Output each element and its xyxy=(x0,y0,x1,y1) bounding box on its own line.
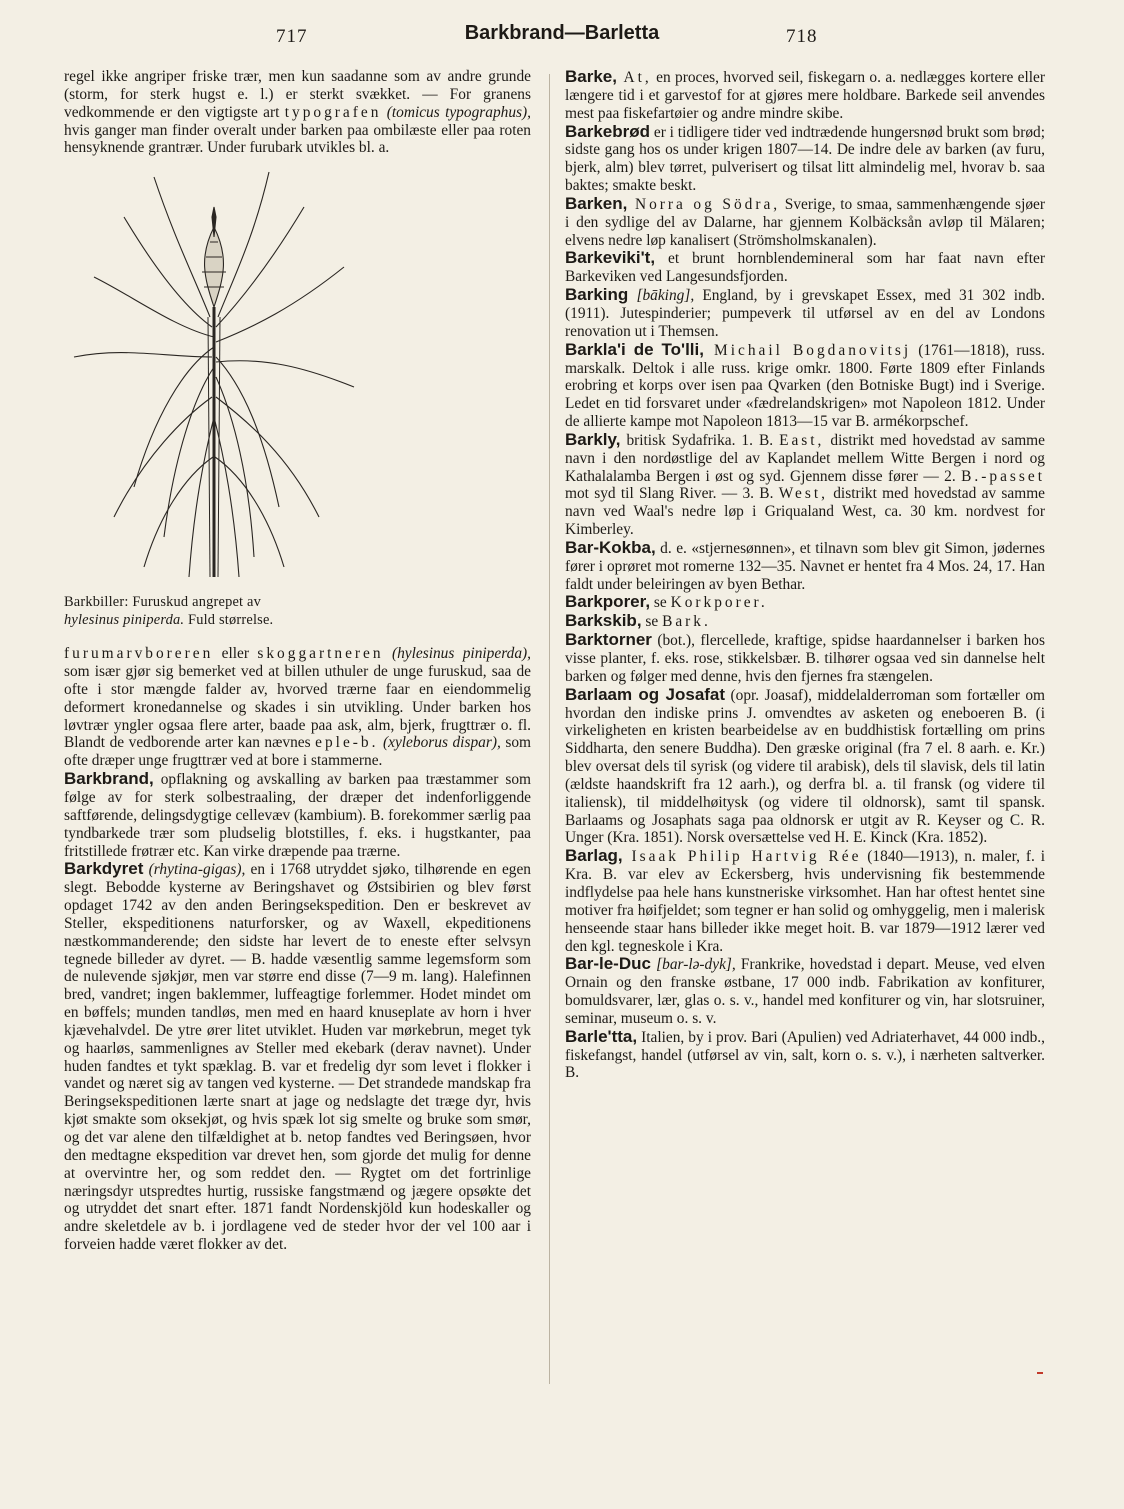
entry-barking xyxy=(565,286,1045,341)
spaced-term: eple-b. xyxy=(315,734,379,752)
page-header xyxy=(0,0,1124,60)
entry-text: mot syd til Slang River. — 3. B. xyxy=(565,485,779,503)
page-number-left: 717 xyxy=(276,26,308,47)
text-run: som især gjør sig bemerket ved at billen uthuler de unge furuskud, saa de ofte i stor mængde falder av, hvorved trærne faar en eiendommelig deformert kronedannelse og skades i sin utvikling. Under barken hos løvtrær yngler ogsaa flere arter, baade paa ask, alm, bjerk, frugttrær o. fl. Blandt de vedborende arter kan nævnes xyxy=(64,663,531,752)
entry-barklai xyxy=(565,341,1045,431)
entry-barleduc xyxy=(565,955,1045,1027)
entry-barken xyxy=(565,195,1045,250)
spaced-term: skoggartneren xyxy=(257,645,384,663)
spaced-term: B.-passet xyxy=(961,467,1045,485)
entry-text: distrikt med hovedstad av samme navn i den nordøstlige del av Kaplandet mellem Witte Bergen i nord og Kathalalamba Bergen i øst og syd. Gjennem disse fører — 2. xyxy=(565,431,1045,485)
cross-reference: Bark. xyxy=(662,613,711,631)
headword: Barkebrød xyxy=(565,121,651,141)
text-run: hvis ganger man finder overalt under barken paa ombilæste eller paa roten hensyknende grantrær. Under furubark utvikles bl. a. xyxy=(64,121,531,157)
caption-line: Barkbiller: Furuskud angrepet av xyxy=(64,594,262,611)
spaced-term: typografen xyxy=(284,103,382,121)
headword: Barking xyxy=(565,285,629,305)
entry-barktorner xyxy=(565,631,1045,686)
pronunciation: [bar-lə-dyk], xyxy=(650,956,736,974)
caption-latin: hylesinus piniperda. xyxy=(64,612,185,629)
entry-barkevikit xyxy=(565,249,1045,286)
entry-barkebrod xyxy=(565,123,1045,195)
entry-barkokba xyxy=(565,539,1045,594)
headword: Barkeviki't, xyxy=(565,248,656,268)
headword: Bar-le-Duc xyxy=(565,954,651,974)
figure-caption xyxy=(64,593,376,629)
entry-barke xyxy=(565,68,1045,123)
headword: Barlaam og Josafat xyxy=(565,684,726,704)
headword: Barlag, xyxy=(565,846,623,866)
entry-text: opflakning og avskalling av barken paa træstammer som følge av for sterk solbestraaling, der dræper det indenforliggende saftførende, delingsdygtige cellevæv (kambium). B. forekommer særlig paa tyndbarkede trær som pludselig blotstilles, f. eks. i hugstkanter, paa fritstillede frøtrær etc. Kan virke dræpende paa trærne. xyxy=(64,771,531,860)
headword: Barkly, xyxy=(565,429,621,449)
headword: Barkporer, xyxy=(565,592,651,612)
entry-text: Sverige, to smaa, sammenhængende sjøer i den sydlige del av Dalarne, har gjennem Kolbäcksån avløp til Mälaren; elvens nedre løp kanalisert (Strömsholmskanalen). xyxy=(565,195,1045,249)
entry-text: (bot.), flercellede, kraftige, spidse haardannelser i barken hos visse planter, f. eks. rose, stikkelsbær. B. tilhører ogsaa ved sin dannelse helt barken og følger med denne, hvis den fjernes fra stængelen. xyxy=(565,632,1045,685)
headword: Barktorner xyxy=(565,630,652,650)
cross-reference: Korkporer. xyxy=(670,594,768,612)
entry-text: d. e. «stjernesønnen», et tilnavn som blev git Simon, jødernes fører i oprøret mot romerne 132—35. Navnet er hentet fra 4 Mos. 24, 17. Han faldt under beleiringen av byen Bethar. xyxy=(565,539,1045,593)
entry-text: England, by i grevskapet Essex, med 31 302 indb. (1911). Jutespinderier; pumpeverk til utførsel av en del av Londons renovation ut i Themsen. xyxy=(565,287,1045,340)
entry-barkskib xyxy=(565,612,1045,631)
caption-line: Fuld størrelse. xyxy=(184,612,274,629)
pronunciation: [bāking], xyxy=(628,287,695,305)
headword: Barkskib, xyxy=(565,611,642,631)
headword: Barke, xyxy=(565,67,617,86)
entry-barlag xyxy=(565,847,1045,955)
column-divider xyxy=(549,74,550,1384)
text-run: regel ikke angriper friske trær, men kun saadanne som av andre grunde (storm, for sterk hugst e. l.) er sterkt svækket. — For granens vedkommende er den vigtigste art xyxy=(64,68,531,121)
entry-text: se xyxy=(641,613,663,631)
spaced-term: At, xyxy=(616,69,652,86)
running-head: Barkbrand—Barletta xyxy=(464,22,660,44)
latin-name: (rhytina-gigas), xyxy=(143,861,246,879)
spaced-term: Isaak Philip Hartvig Rée xyxy=(622,848,862,866)
entry-text: Italien, by i prov. Bari (Apulien) ved Adriaterhavet, 44 000 indb., fiskefangst, handel (utførsel av vin, salt, korn o. s. v.), i nærheten saltverker. B. xyxy=(565,1028,1045,1082)
text-run: eller xyxy=(213,645,258,663)
margin-mark xyxy=(1037,1372,1043,1374)
spaced-term: East, xyxy=(779,431,825,449)
right-column xyxy=(565,68,1045,1082)
entry-text: et brunt hornblendemineral som har faat navn efter Barkeviken ved Langesundsfjorden. xyxy=(565,250,1045,286)
headword: Barkbrand, xyxy=(64,769,154,789)
entry-text: (1840—1913), n. maler, f. i Kra. B. var elev av Eckersberg, hvis undervisning fik bestemmende indflydelse paa hele hans kunstneriske virksomhet. Han har oftest hentet sine motiver fra høifjeldet; som tegner er han solid og omhyggelig, men i malerisk henseende staar hans billeder ikke meget hoit. B. var 1879—1912 lærer ved den kgl. tegneskole i Kra. xyxy=(565,848,1045,955)
entry-text: britisk Sydafrika. 1. B. xyxy=(620,431,780,449)
entry-barkbrand xyxy=(64,770,531,860)
headword: Bar-Kokba, xyxy=(565,537,656,557)
spaced-term: furumarvboreren xyxy=(64,645,214,663)
entry-text: er i tidligere tider ved indtrædende hungersnød brukt som brød; sidste gang hos os under krigen 1807—14. De indre dele av barken (av furu, bjerk, alm) blev tørret, pulverisert og tilsat litt almindelig mel, hvorav b. saa baktes; smakte beskt. xyxy=(565,123,1045,195)
entry-barkdyret xyxy=(64,860,531,1254)
entry-barlaam xyxy=(565,686,1045,848)
page-number-right: 718 xyxy=(786,26,818,47)
headword: Barle'tta, xyxy=(565,1026,638,1046)
entry-text: se xyxy=(650,594,671,612)
entry-text: (opr. Joasaf), middelalderroman som fortæller om hvordan den indiske prins J. omvendtes av asketen og eneboeren B. (i virkeligheten en kristen bearbeidelse av en buddhistisk fortælling om prins Siddharta, den senere Buddha). Den græske original (fra 7 el. 8 aarh. e. Kr.) blev oversat dels til syrisk (og videre til arabisk), dels til slavisk, dels til latin (ældste haandskrift fra 12 aarh.), og derfra bl. a. til fransk (og videre til italiensk), til middelhøitysk (og videre til oldnorsk), samt til spansk. Barlaams og Josaphats saga paa oldnorsk er utgit av R. Keyser og C. R. Unger (Kra. 1851). Norsk oversættelse ved H. E. Kinck (Kra. 1852). xyxy=(565,686,1045,847)
latin-name: (hylesinus piniperda), xyxy=(383,645,531,663)
latin-name: (xyleborus dispar), xyxy=(378,734,501,752)
entry-text: distrikt med hovedstad av samme navn ved Waal's nedre løp i Griqualand West, ca. 30 km. nordvest for Kimberley. xyxy=(565,485,1045,539)
entry-barkly xyxy=(565,431,1045,539)
entry-text: en i 1768 utryddet sjøko, tilhørende en egen slegt. Bebodde kysterne av Beringshavet og Østsibirien og blev først opdaget 1742 av den anden Beringsekspedition. Den er beskrevet av Steller, ekspeditionens naturforsker, og av Waxell, ekpeditionens næstkommanderende; den sidste har levert de to eneste efter selvsyn tegnede billeder av dyret. — B. hadde væsentlig samme legemsform som de nulevende sjøkjør, men var større end disse (7—9 m. lang). Halefinnen bred, vandret; ingen baklemmer, luffeagtige forlemmer. Hodet mindet om en bøffels; munden tandløs, men med en haard knuseplate av horn i hver kjævehalvdel. De ytre ører litet utviklet. Huden var mørkebrun, meget tyk og haarløs, sammenlignes av Steller med ekebark (derav navnet). Under huden fandtes et tykt spæklag. B. var et fredelig dyr som levet i flokker i vandet og næret sig av tangen ved kysterne. — Det strandede mandskap fra Beringsekspeditionen lærte snart at jage og nedslagte det træge dyr, hvis kjøt smakte som oksekjøt, og hvis spæk lot sig smelte og bruke som smør, og det var alene den tilfældighet at b. netop fandtes ved Beringsøen, hvor den medtagne ekspedition var drevet hen, som gjorde det mulig for denne at overvintre her, og som reddet den. — Rygtet om det fortrinlige næringsdyr utspredtes hurtig, russiske fangstmænd og jægere opsøkte det og utryddet det snart efter. 1871 fandt Nordenskjöld kun hodeskaller og andre skeletdele av b. i jordlagene ved de steder hvor der vel 100 aar i forveien hadde været flokker av det. xyxy=(64,861,531,1254)
text-run: som ofte dræper unge frugttrær ved at bore i stammerne. xyxy=(64,734,531,770)
left-column xyxy=(64,68,531,1254)
entry-barletta xyxy=(565,1028,1045,1083)
figure xyxy=(64,157,376,645)
headword: Barken, xyxy=(565,193,628,213)
entry-text: (1761—1818), russ. marskalk. Deltok i alle russ. krige omkr. 1800. Førte 1809 efter Finlands erobring et korps over isen paa Qvarken (den Botniske Bugt) ind i Sverige. Ledet en tid forsvaret under «fædrelandskrigen» mot Napoleon 1812. Under de allierte kampe mot Napoleon 1813—15 var B. armékorpschef. xyxy=(565,341,1045,431)
spaced-term: Norra og Södra, xyxy=(627,195,781,213)
entry-text: en proces, hvorved seil, fiskegarn o. a. nedlægges kortere eller længere tid i et garvestof for at gjøres mere holdbare. Barkede seil anvendes mest paa fiskefartøier og andre mindre skibe. xyxy=(565,69,1045,122)
pine-shoot-illustration-icon xyxy=(64,157,364,587)
entry-continued xyxy=(64,68,531,157)
headword: Barkla'i de To'lli, xyxy=(565,339,704,359)
spaced-term: Michail Bogdanovitsj xyxy=(703,341,912,359)
headword: Barkdyret xyxy=(64,859,144,879)
spaced-term: West, xyxy=(778,485,828,503)
entry-barkporer xyxy=(565,593,1045,612)
entry-text: Frankrike, hovedstad i depart. Meuse, ved elven Ornain og den franske østbane, 17 000 indb. Fabrikation av konfiturer, bomuldsvarer, lær, glas o. s. v., handel med konfiturer og vin, har slotsruiner, seminar, museum o. s. v. xyxy=(565,956,1045,1027)
latin-name: (tomicus typographus), xyxy=(381,103,531,121)
